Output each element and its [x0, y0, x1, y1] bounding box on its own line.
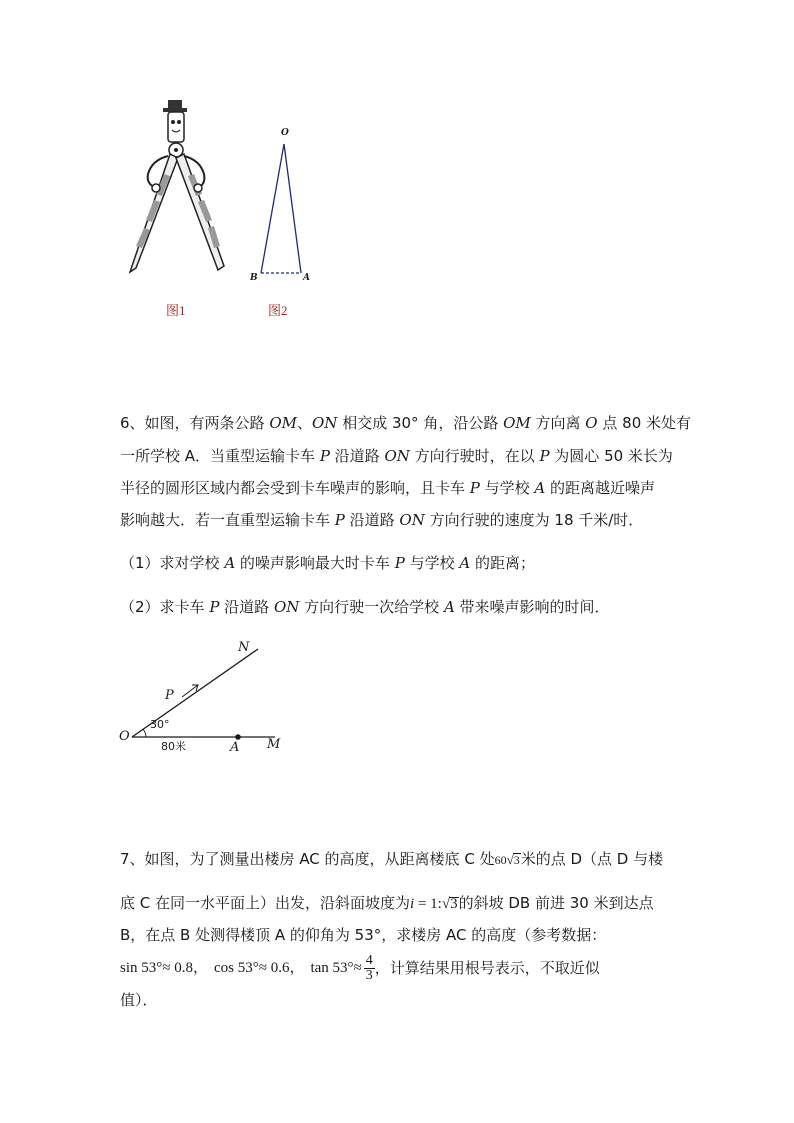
q6-subquestion-1: （1）求对学校 A 的噪声影响最大时卡车 P 与学校 A 的距离； — [120, 554, 535, 572]
figure-2-label-o: O — [281, 128, 289, 138]
q7-line-5: 值）． — [120, 991, 158, 1009]
q6-label-n: N — [238, 640, 250, 655]
q6-label-a: A — [230, 740, 240, 755]
q7-line-3: B，在点 B 处测得楼顶 A 的仰角为 53°，求楼房 AC 的高度（参考数据： — [120, 926, 607, 944]
q6-label-p: P — [165, 688, 174, 703]
figure-2-label-a: A — [303, 273, 310, 283]
compass-head — [168, 112, 184, 142]
q6-label-o: O — [119, 729, 130, 744]
q6-line-2: 一所学校 A．当重型运输卡车 P 沿道路 ON 方向行驶时，在以 P 为圆心 50 米长为 — [120, 447, 673, 465]
q6-label-distance: 80米 — [161, 740, 186, 753]
compass-right-leg — [176, 154, 224, 270]
q7-line-4: sin 53°≈ 0.8， cos 53°≈ 0.6， tan 53°≈ $\frac{4}{3}$ ，计算结果用根号表示，不取近似 — [120, 952, 600, 983]
q7-line-1: 7、如图，为了测量出楼房 AC 的高度，从距离楼底 C 处60√3米的点 D（点 D 与楼 — [120, 850, 664, 868]
q6-label-m: M — [267, 737, 281, 752]
figure-1-caption: 图1 — [166, 303, 186, 318]
angle-arc — [143, 729, 146, 737]
segment-ob — [261, 144, 284, 273]
direction-arrow — [182, 685, 198, 697]
school-point-a — [235, 734, 241, 740]
q7-line-2: 底 C 在同一水平面上）出发，沿斜面坡度为i = 1:√3的斜坡 DB 前进 30 米到达点 — [120, 894, 654, 912]
q6-line-1: 6、如图，有两条公路 OM、ON 相交成 30° 角，沿公路 OM 方向离 O 点 80 米处有 — [120, 414, 692, 432]
figure-2-label-b: B — [250, 273, 258, 283]
tan-fraction: $\frac{4}{3}$ — [365, 952, 373, 983]
q6-line-3: 半径的圆形区域内都会受到卡车噪声的影响，且卡车 P 与学校 A 的距离越近噪声 — [120, 479, 656, 497]
figure-1-compass-drawing — [118, 96, 228, 281]
segment-oa — [284, 144, 301, 273]
q6-subquestion-2: （2）求卡车 P 沿道路 ON 方向行驶一次给学校 A 带来噪声影响的时间． — [120, 598, 610, 616]
q6-line-4: 影响越大．若一直重型运输卡车 P 沿道路 ON 方向行驶的速度为 18 千米/时． — [120, 511, 644, 529]
q6-label-angle: 30° — [150, 718, 170, 731]
figure-2-caption: 图2 — [268, 303, 288, 318]
figure-2-triangle — [250, 128, 320, 288]
